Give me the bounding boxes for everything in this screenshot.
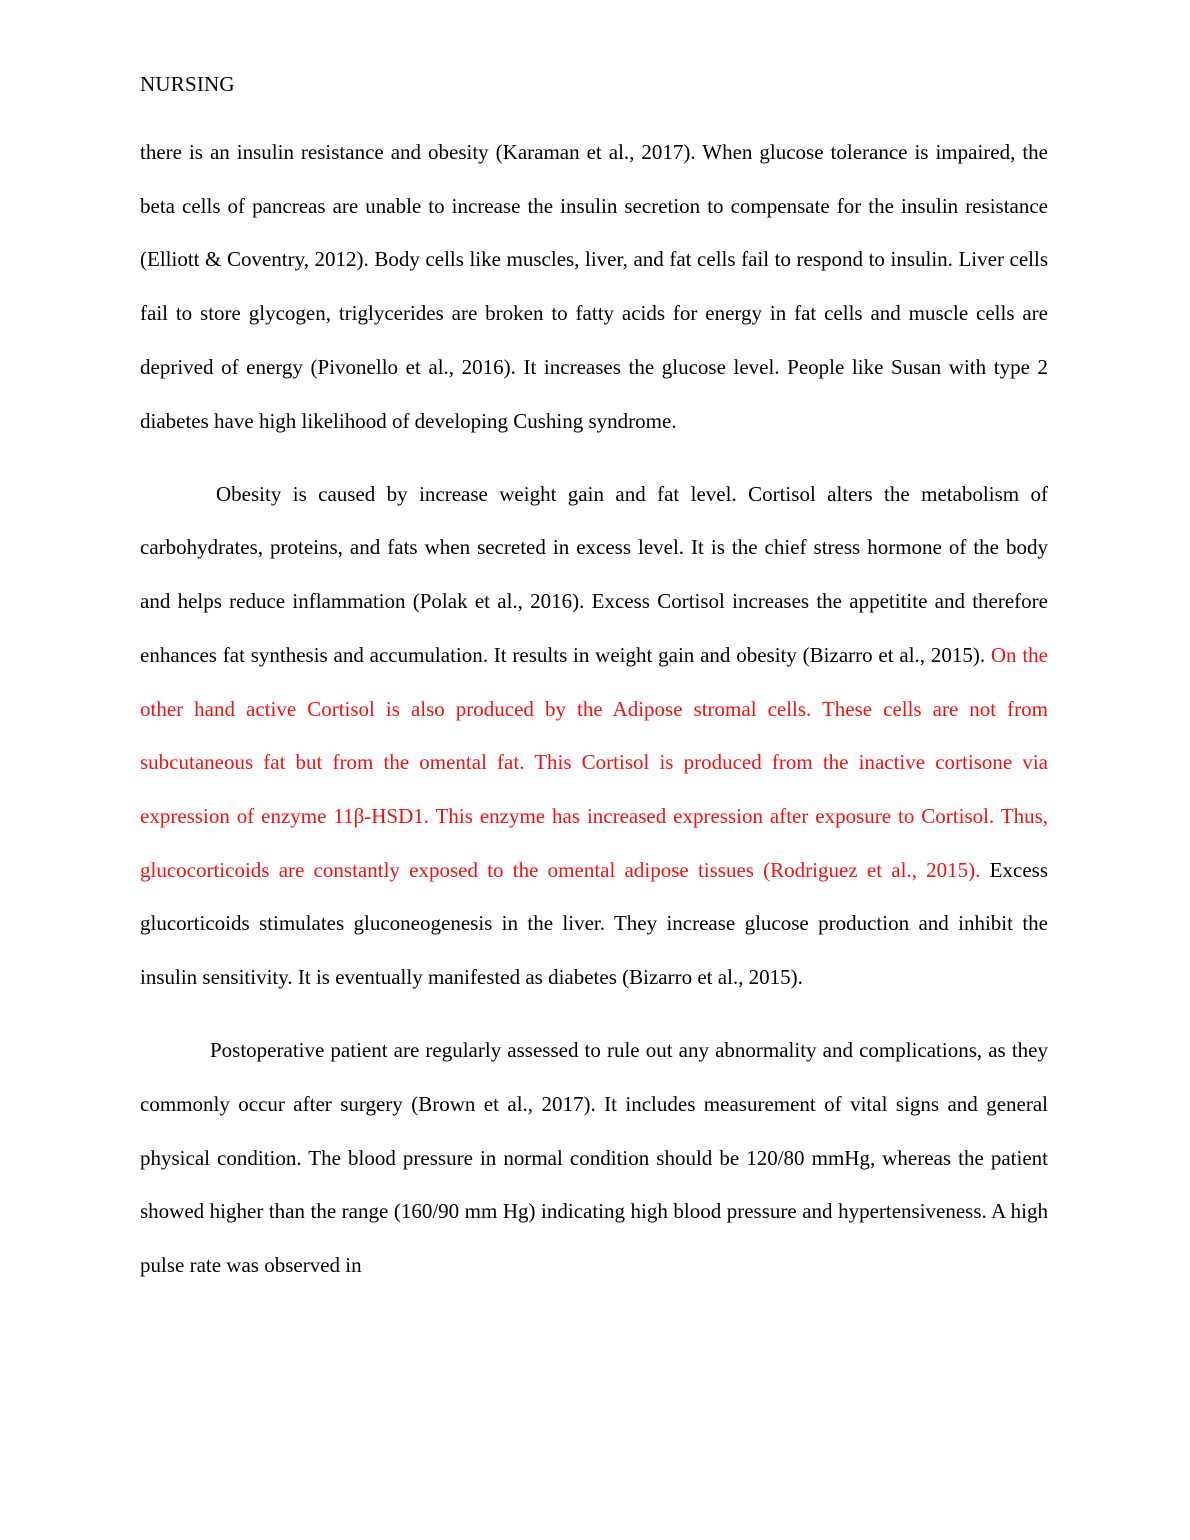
paragraph-obesity-cortisol-end: Excess glucorticoids stimulates gluconeogenesis in the liver. They increase glucose production and inhibit the insulin sensitivity. It is eventually manifested as diabetes (Bizarro et al., 2015). [140,857,1048,990]
paragraph-insulin-resistance: there is an insulin resistance and obesity (Karaman et al., 2017). When glucose tolerance is impaired, the beta cells of pancreas are unable to increase the insulin secretion to compensate for the insulin resistance (Elliott & Coventry, 2012). Body cells like muscles, liver, and fat cells fail to respond to insulin. Liver cells fail to store glycogen, triglycerides are broken to fatty acids for energy in fat cells and muscle cells are deprived of energy (Pivonello et al., 2016). It increases the glucose level. People like Susan with type 2 diabetes have high likelihood of developing Cushing syndrome. [140,140,1048,433]
paragraph-obesity-cortisol [140,468,1048,1005]
paragraph-postoperative-assessment: Postoperative patient are regularly assessed to rule out any abnormality and complications, as they commonly occur after surgery (Brown et al., 2017). It includes measurement of vital signs and general physical condition. The blood pressure in normal condition should be 120/80 mmHg, whereas the patient showed higher than the range (160/90 mm Hg) indicating high blood pressure and hypertensiveness. A high pulse rate was observed in [140,1038,1048,1278]
paragraph-obesity-cortisol-start: Obesity is caused by increase weight gain and fat level. Cortisol alters the metabolism of carbohydrates, proteins, and fats when secreted in excess level. It is the chief stress hormone of the body and helps reduce inflammation (Polak et al., 2016). Excess Cortisol increases the appetitite and therefore enhances fat synthesis and accumulation. It results in weight gain and obesity (Bizarro et al., 2015). [140,481,1048,667]
highlighted-cortisol-text: On the other hand active Cortisol is also produced by the Adipose stromal cells. These cells are not from subcutaneous fat but from the omental fat. This Cortisol is produced from the inactive cortisone via expression of enzyme 11β-HSD1. This enzyme has increased expression after exposure to Cortisol. Thus, glucocorticoids are constantly exposed to the omental adipose tissues (Rodriguez et al., 2015). [140,642,1048,882]
running-head: NURSING [140,72,235,96]
document-body [140,126,1048,1293]
